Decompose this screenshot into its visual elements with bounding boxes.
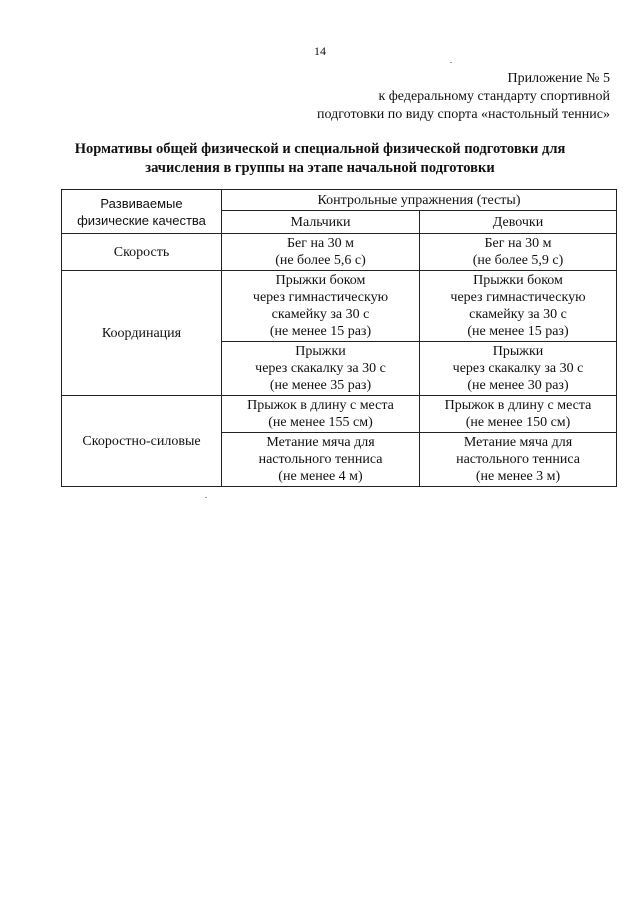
table-row-coordination bbox=[62, 271, 617, 342]
norm-line: Прыжки боком bbox=[275, 273, 366, 288]
norm-line: Прыжки bbox=[492, 344, 544, 359]
norm-line: Метание мяча для bbox=[463, 435, 573, 450]
girls-norm-cell bbox=[420, 396, 617, 433]
header-boys: Мальчики bbox=[222, 211, 420, 234]
girls-norm-cell bbox=[420, 234, 617, 271]
norm-line: Метание мяча для bbox=[266, 435, 375, 450]
norm-line: настольного тенниса bbox=[258, 452, 383, 467]
girls-norm-cell bbox=[420, 271, 617, 342]
quality-cell: Координация bbox=[62, 271, 222, 396]
norm-line: (не более 5,6 с) bbox=[275, 253, 366, 268]
boys-norm-cell bbox=[222, 234, 420, 271]
boys-norm-cell bbox=[222, 271, 420, 342]
scan-speck bbox=[450, 62, 452, 63]
norm-line: (не менее 30 раз) bbox=[467, 378, 569, 393]
appendix-line: Приложение № 5 bbox=[507, 71, 610, 86]
title-line: Нормативы общей физической и специальной физической подготовки для bbox=[74, 141, 566, 157]
norm-line: (не менее 3 м) bbox=[475, 469, 561, 484]
quality-cell: Скоростно-силовые bbox=[62, 396, 222, 487]
header-qualities-line: Развиваемые bbox=[100, 195, 183, 211]
norm-line: (не менее 35 раз) bbox=[269, 378, 372, 393]
norm-line: Прыжки bbox=[295, 344, 346, 359]
header-girls: Девочки bbox=[420, 211, 617, 234]
norm-line: (не менее 4 м) bbox=[278, 469, 363, 484]
quality-cell: Скорость bbox=[62, 234, 222, 271]
table-row-speed-strength bbox=[62, 396, 617, 433]
norm-line: Прыжок в длину с места bbox=[247, 398, 394, 413]
norm-line: (не менее 15 раз) bbox=[467, 324, 569, 339]
boys-norm-cell bbox=[222, 342, 420, 396]
girls-norm-cell bbox=[420, 342, 617, 396]
norm-line: (не менее 155 см) bbox=[268, 415, 373, 430]
appendix-line: к федеральному стандарту спортивной bbox=[378, 89, 610, 104]
boys-norm-cell bbox=[222, 433, 420, 487]
norm-line: Бег на 30 м bbox=[484, 236, 552, 251]
header-row bbox=[62, 190, 617, 211]
norm-line: настольного тенниса bbox=[456, 452, 580, 467]
norm-line: (не менее 150 см) bbox=[465, 415, 571, 430]
norm-line: Прыжки боком bbox=[473, 273, 563, 288]
norm-line: через скакалку за 30 с bbox=[452, 361, 584, 376]
girls-norm-cell bbox=[420, 433, 617, 487]
appendix-note bbox=[317, 70, 610, 124]
norm-line: Прыжок в длину с места bbox=[444, 398, 592, 413]
scan-speck bbox=[205, 497, 207, 498]
header-tests: Контрольные упражнения (тесты) bbox=[222, 190, 617, 211]
page-number: 14 bbox=[314, 44, 326, 58]
document-title bbox=[40, 140, 600, 178]
norms-table bbox=[61, 189, 617, 487]
norm-line: Бег на 30 м bbox=[286, 236, 355, 251]
norm-line: через гимнастическую bbox=[450, 290, 586, 305]
boys-norm-cell bbox=[222, 396, 420, 433]
appendix-line: подготовки по виду спорта «настольный теннис» bbox=[317, 107, 610, 122]
norm-line: скамейку за 30 с bbox=[271, 307, 370, 322]
norm-line: скамейку за 30 с bbox=[469, 307, 567, 322]
table-row-speed bbox=[62, 234, 617, 271]
title-line: зачисления в группы на этапе начальной подготовки bbox=[145, 160, 495, 176]
norm-line: (не более 5,9 с) bbox=[472, 253, 564, 268]
header-qualities-line: физические качества bbox=[77, 212, 206, 228]
norm-line: (не менее 15 раз) bbox=[269, 324, 372, 339]
norm-line: через гимнастическую bbox=[252, 290, 389, 305]
header-qualities bbox=[62, 190, 222, 234]
norm-line: через скакалку за 30 с bbox=[255, 361, 386, 376]
